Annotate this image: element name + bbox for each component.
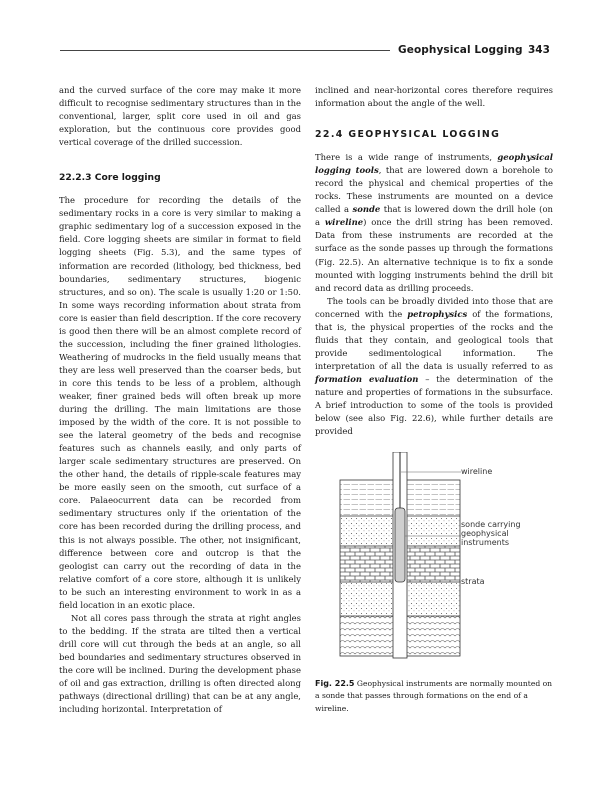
paragraph: The procedure for recording the details of the sedimentary rocks in a core is very similar to making a graphic sedimentary log of a succession exposed in the field. Core logging sheets are similar in format to field logging sheets (Fig. 5.3), and the same types of information are recorded (lithology, bed thickness, bed boundaries, sedimentary structures, biogenic structures, and so on). The scale is usually 1:20 or 1:50. In some ways recording information about strata from core is easier than field description. If the core recovery is good then there will be an almost complete record of the succession, including the finer grained lithologies. Weathering of mudrocks in the field usually means that they are less well preserved than the coarser beds, but in core this tends to be less of a problem, although weaker, finer grained beds will often break up more during the drilling. The main limitations are those imposed by the width of the core. It is not possible to see the lateral geometry of the beds and recognise features such as channels easily, and only parts of larger scale sedimentary structures are preserved. On the other hand, the details of ripple-scale features may be more easily seen on the smooth, cut surface of a core. Palaeocurrent data can be recorded from sedimentary structures only if the orientation of the core has been recorded during the drilling process, and this is not always possible. The other, not insignificant, difference between core and outcrop is that the geologist can carry out the recording of data in the relative comfort of a core store, although it is unlikely to be such an interesting environment to work in as a field location in an exotic place.	[59, 195, 301, 610]
paragraph: The tools can be broadly divided into those that are concerned with the petrophysics of the formations, that is, the physical properties of the rocks and the fluids that they contain, and geological tools that provide sedimentological information. The interpretation of all the data is usually referred to as formation evaluation – the determination of the nature and properties of formations in the subsurface. A brief introduction to some of the tools is provided below (see also Fig. 22.6), while further details are provided	[315, 295, 554, 437]
label-sonde: sonde carrying geophysical instruments	[461, 520, 521, 547]
left-column	[59, 84, 301, 716]
figure-caption: Fig. 22.5 Geophysical instruments are normally mounted on a sonde that passes through formations on the end of a wireline.	[315, 679, 553, 713]
paragraph: and the curved surface of the core may make it more difficult to recognise sedimentary structures than in the conventional, larger, split core used in oil and gas exploration, but the continuous core provides good vertical coverage of the drilled succession.	[59, 85, 301, 148]
borehole	[393, 452, 407, 658]
borehole-diagram	[315, 452, 555, 672]
paragraph: inclined and near-horizontal cores therefore requires information about the angle of the well.	[315, 85, 553, 109]
running-title: Geophysical Logging	[398, 44, 523, 56]
paragraph: Not all cores pass through the strata at right angles to the bedding. If the strata are tilted then a vertical drill core will cut through the beds at an angle, so all bed boundaries and sedimentary structures observed in the core will be inclined. During the development phase of oil and gas extraction, drilling is often directed along pathways (directional drilling) that can be at any angle, including horizontal. Interpretation of	[59, 612, 301, 715]
header-rule	[60, 50, 390, 51]
section-heading: 22.4 GEOPHYSICAL LOGGING	[315, 129, 501, 141]
caption-number: Fig. 22.5	[315, 679, 355, 688]
label-strata: strata	[461, 577, 485, 586]
keyword: petrophysics	[407, 308, 468, 319]
subsection-heading: 22.2.3 Core logging	[59, 172, 161, 184]
page-number: 343	[528, 44, 550, 56]
paragraph: There is a wide range of instruments, geophysical logging tools, that are lowered down a borehole to record the physical and chemical properties of the rocks. These instruments are mounted on a device called a sonde that is lowered down the drill hole (on a wireline) once the drill string has been removed. Data from these instruments are recorded at the surface as the sonde passes up through the formations (Fig. 22.5). An alternative technique is to fix a sonde mounted with logging instruments behind the drill bit and record data as drilling proceeds.	[315, 152, 553, 293]
figure-22-5	[315, 452, 555, 672]
keyword: geophysical logging tools	[315, 152, 553, 176]
keyword: sonde	[352, 204, 381, 215]
keyword: wireline	[324, 217, 364, 228]
running-header	[0, 44, 560, 58]
keyword: formation evaluation	[315, 373, 419, 384]
right-column	[315, 84, 553, 438]
sonde	[395, 508, 405, 582]
label-wireline: wireline	[461, 467, 493, 476]
